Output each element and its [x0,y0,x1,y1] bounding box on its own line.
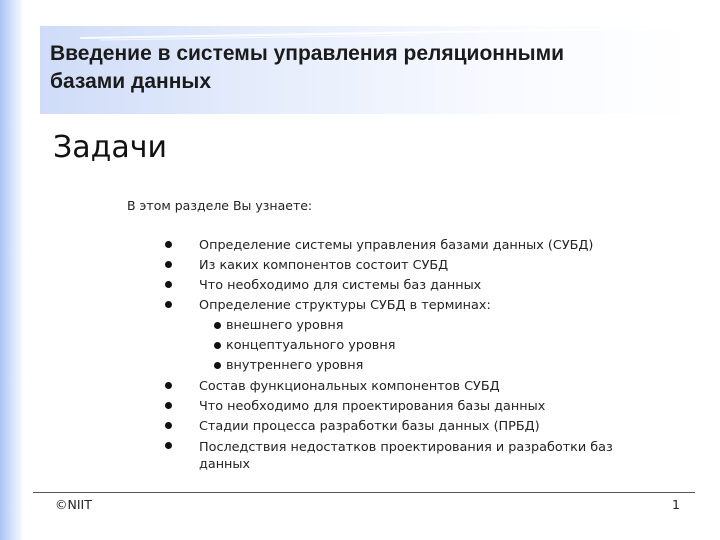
footer-copyright: ©NIIT [55,497,92,512]
topic-item [199,296,669,316]
topic-text: Определение структуры СУБД в терминах: [199,298,491,313]
bullet-icon [214,362,221,369]
topic-item [199,236,669,256]
bullet-icon [165,422,172,429]
topic-text: Что необходимо для проектирования базы данных [199,399,546,414]
section-title: Задачи [53,130,167,165]
topic-item [199,276,669,296]
topic-text: Стадии процесса разработки базы данных (ПРБД) [199,419,540,434]
bullet-icon [165,281,172,288]
bullet-icon [165,382,172,389]
topic-item [199,437,659,473]
subtopic-item [226,336,626,356]
bullet-icon [165,261,172,268]
bullet-icon [214,322,221,329]
topic-item [199,256,669,276]
topic-item [199,417,669,437]
slide-header-title: Введение в системы управления реляционными базами данных [50,42,565,93]
topic-item [199,377,669,397]
topic-text: Состав функциональных компонентов СУБД [199,379,500,394]
topic-item [199,397,669,417]
bullet-icon [165,442,172,449]
subtopic-item [226,316,626,336]
subtopic-text: внутреннего уровня [226,358,364,373]
bullet-icon [165,402,172,409]
topic-text: Последствия недостатков проектирования и разработки баз данных [199,440,613,472]
bullet-icon [165,301,172,308]
topic-text: Что необходимо для системы баз данных [199,278,482,293]
footer-page-number: 1 [672,497,680,512]
section-intro: В этом разделе Вы узнаете: [127,198,313,213]
subtopic-text: концептуального уровня [226,338,396,353]
bullet-icon [214,342,221,349]
subtopic-item [226,356,626,376]
subtopic-text: внешнего уровня [226,318,344,333]
topic-text: Из каких компонентов состоит СУБД [199,258,449,273]
topic-text: Определение системы управления базами данных (СУБД) [199,238,594,253]
bullet-icon [165,241,172,248]
left-decorative-strip [0,0,22,540]
footer-divider [33,492,695,493]
